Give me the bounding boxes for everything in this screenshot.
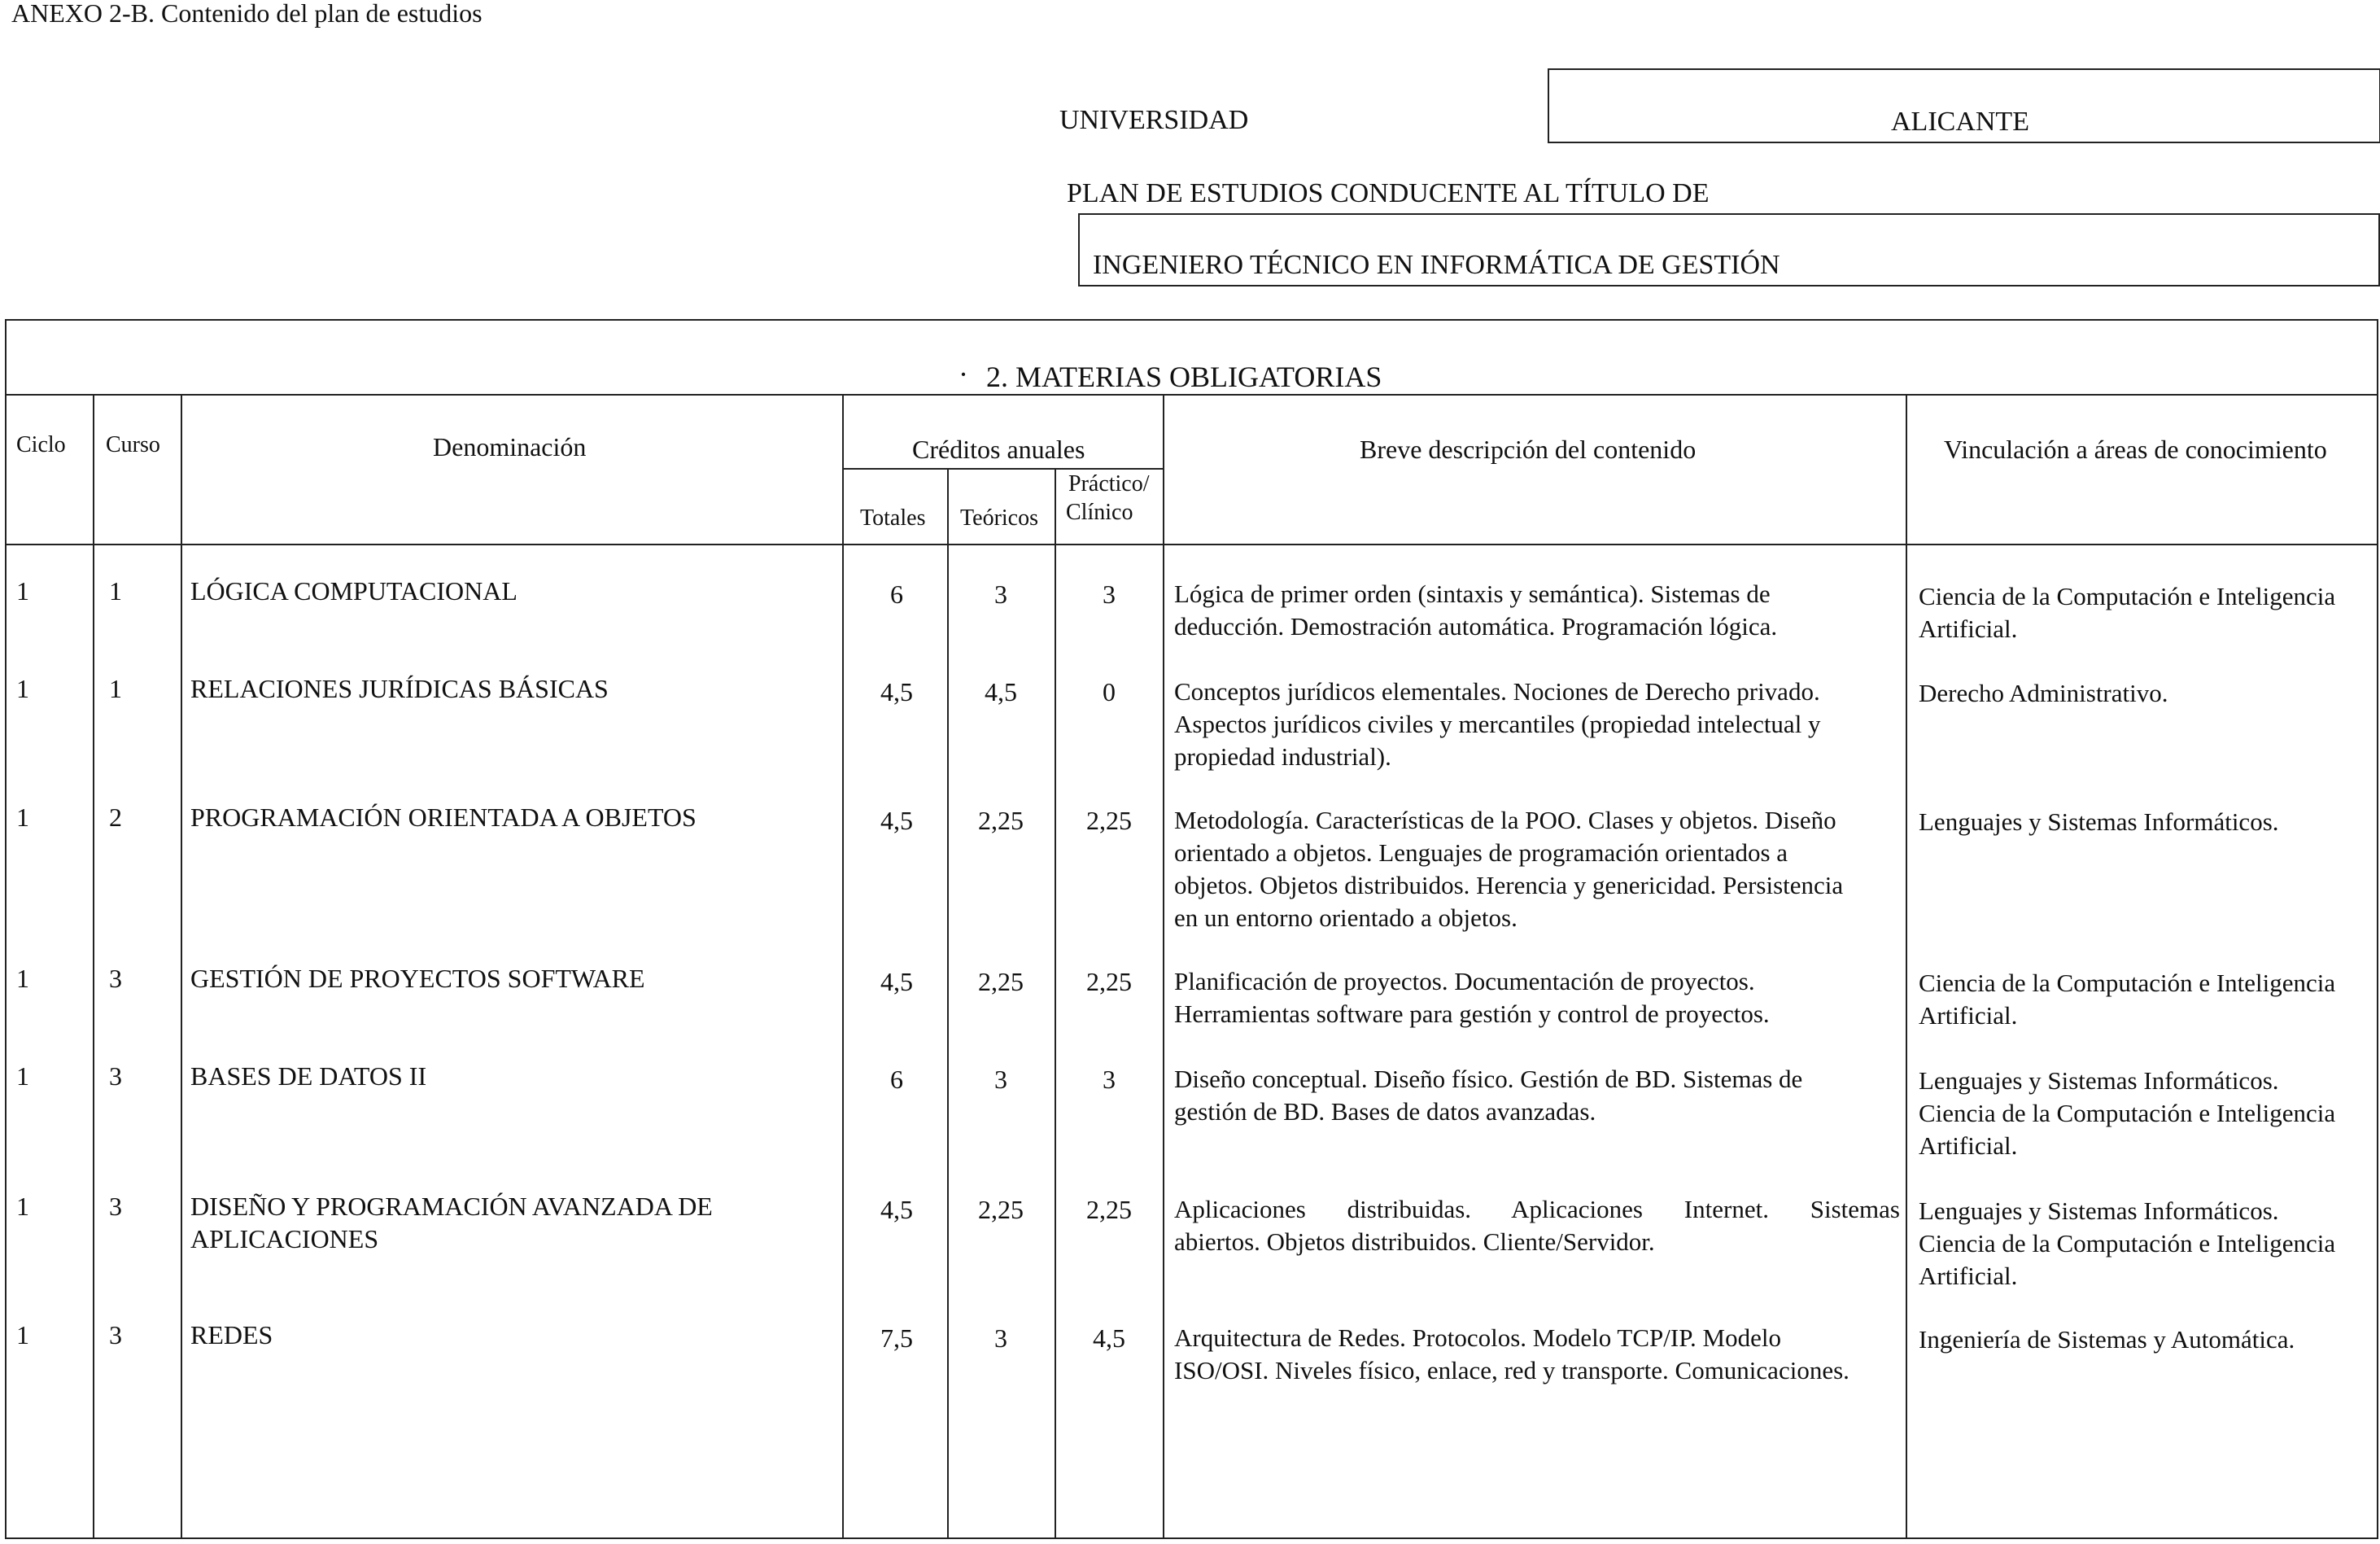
section-marker: · <box>959 358 968 391</box>
row-curso: 2 <box>109 803 122 832</box>
row-ciclo: 1 <box>16 964 29 993</box>
col-rule-ciclo <box>93 394 94 1539</box>
row-vinculacion: Ciencia de la Computación e Inteligencia Artificial. <box>1919 969 2336 1030</box>
row-descripcion: Planificación de proyectos. Documentación de proyectos. Herramientas software para gestión y control de proyectos. <box>1174 967 1770 1028</box>
col-rule-denominacion <box>842 394 844 1539</box>
row-descripcion: Conceptos jurídicos elementales. Nociones de Derecho privado. Aspectos jurídicos civiles y mercantiles (propiedad intelectual y propiedad industrial). <box>1174 677 1821 771</box>
header-ciclo: Ciclo <box>16 432 66 457</box>
header-practico-2: Clínico <box>1066 500 1133 525</box>
row-teoricos: 3 <box>994 1065 1007 1094</box>
row-vinculacion: Lenguajes y Sistemas Informáticos. Ciencia de la Computación e Inteligencia Artificial. <box>1919 1066 2336 1160</box>
row-totales: 6 <box>890 580 903 609</box>
row-teoricos: 3 <box>994 580 1007 609</box>
header-totales: Totales <box>860 505 926 531</box>
row-practicos: 2,25 <box>1086 1195 1132 1224</box>
row-ciclo: 1 <box>16 1192 29 1221</box>
row-curso: 3 <box>109 1320 122 1349</box>
row-ciclo: 1 <box>16 803 29 832</box>
row-denominacion: RELACIONES JURÍDICAS BÁSICAS <box>190 674 609 703</box>
row-totales: 4,5 <box>880 806 913 835</box>
header-denominacion: Denominación <box>433 432 587 461</box>
row-ciclo: 1 <box>16 1061 29 1091</box>
col-rule-descripcion <box>1906 394 1907 1539</box>
header-bottom-rule <box>5 544 2378 545</box>
col-rule-teoricos <box>1055 468 1056 1539</box>
row-vinculacion: Ingeniería de Sistemas y Automática. <box>1919 1325 2295 1354</box>
university-label: UNIVERSIDAD <box>1059 105 1249 135</box>
row-denominacion: GESTIÓN DE PROYECTOS SOFTWARE <box>190 964 645 993</box>
row-teoricos: 3 <box>994 1323 1007 1353</box>
row-descripcion: Diseño conceptual. Diseño físico. Gestión de BD. Sistemas de gestión de BD. Bases de datos avanzadas. <box>1174 1065 1803 1126</box>
row-denominacion: PROGRAMACIÓN ORIENTADA A OBJETOS <box>190 803 697 832</box>
section-title: 2. MATERIAS OBLIGATORIAS <box>986 361 1382 393</box>
row-vinculacion: Lenguajes y Sistemas Informáticos. Ciencia de la Computación e Inteligencia Artificial. <box>1919 1196 2336 1290</box>
row-teoricos: 2,25 <box>978 967 1024 996</box>
row-denominacion: DISEÑO Y PROGRAMACIÓN AVANZADA DE APLICACIONES <box>190 1192 713 1253</box>
row-descripcion: Aplicaciones distribuidas. Aplicaciones Internet. Sistemas abiertos. Objetos distribuidos. Cliente/Servidor. <box>1174 1195 1900 1256</box>
row-totales: 6 <box>890 1065 903 1094</box>
row-denominacion: LÓGICA COMPUTACIONAL <box>190 576 517 606</box>
degree-box <box>1078 213 2380 286</box>
row-curso: 1 <box>109 674 122 703</box>
row-practicos: 4,5 <box>1093 1323 1125 1353</box>
degree-value: INGENIERO TÉCNICO EN INFORMÁTICA DE GESTIÓN <box>1093 250 1780 280</box>
row-totales: 4,5 <box>880 967 913 996</box>
header-top-rule <box>5 394 2378 396</box>
row-totales: 4,5 <box>880 1195 913 1224</box>
row-vinculacion: Lenguajes y Sistemas Informáticos. <box>1919 807 2279 836</box>
plan-label: PLAN DE ESTUDIOS CONDUCENTE AL TÍTULO DE <box>1067 178 1710 208</box>
row-vinculacion: Derecho Administrativo. <box>1919 679 2168 707</box>
row-ciclo: 1 <box>16 674 29 703</box>
header-teoricos: Teóricos <box>960 505 1039 531</box>
row-curso: 1 <box>109 576 122 606</box>
row-vinculacion: Ciencia de la Computación e Inteligencia Artificial. <box>1919 582 2336 643</box>
row-descripcion: Metodología. Características de la POO. Clases y objetos. Diseño orientado a objetos. Lenguajes de programación orientados a objetos. Objetos distribuidos. Herencia y genericidad. Persistencia en un entorno orientado a objetos. <box>1174 806 1844 932</box>
credits-sub-rule <box>844 468 1164 470</box>
university-box <box>1548 68 2380 143</box>
row-teoricos: 2,25 <box>978 806 1024 835</box>
row-descripcion: Lógica de primer orden (sintaxis y semántica). Sistemas de deducción. Demostración automática. Programación lógica. <box>1174 580 1778 641</box>
header-practico-1: Práctico/ <box>1068 471 1150 496</box>
row-teoricos: 4,5 <box>985 677 1017 706</box>
header-creditos: Créditos anuales <box>912 435 1085 464</box>
header-vinculacion: Vinculación a áreas de conocimiento <box>1944 435 2327 464</box>
row-practicos: 2,25 <box>1086 806 1132 835</box>
row-teoricos: 2,25 <box>978 1195 1024 1224</box>
row-denominacion: BASES DE DATOS II <box>190 1061 427 1091</box>
row-practicos: 0 <box>1103 677 1116 706</box>
row-practicos: 3 <box>1103 1065 1116 1094</box>
row-denominacion: REDES <box>190 1320 273 1349</box>
col-rule-totales <box>947 468 949 1539</box>
row-practicos: 3 <box>1103 580 1116 609</box>
row-practicos: 2,25 <box>1086 967 1132 996</box>
university-value: ALICANTE <box>1891 107 2029 137</box>
row-totales: 7,5 <box>880 1323 913 1353</box>
header-curso: Curso <box>106 432 160 457</box>
row-totales: 4,5 <box>880 677 913 706</box>
row-curso: 3 <box>109 1061 122 1091</box>
row-ciclo: 1 <box>16 1320 29 1349</box>
row-descripcion: Arquitectura de Redes. Protocolos. Modelo TCP/IP. Modelo ISO/OSI. Niveles físico, enlace, red y transporte. Comunicaciones. <box>1174 1323 1849 1384</box>
annex-title: ANEXO 2-B. Contenido del plan de estudios <box>11 0 483 28</box>
col-rule-curso <box>181 394 182 1539</box>
row-curso: 3 <box>109 1192 122 1221</box>
col-rule-practicos <box>1163 394 1164 1539</box>
row-ciclo: 1 <box>16 576 29 606</box>
row-curso: 3 <box>109 964 122 993</box>
header-descripcion: Breve descripción del contenido <box>1360 435 1697 464</box>
